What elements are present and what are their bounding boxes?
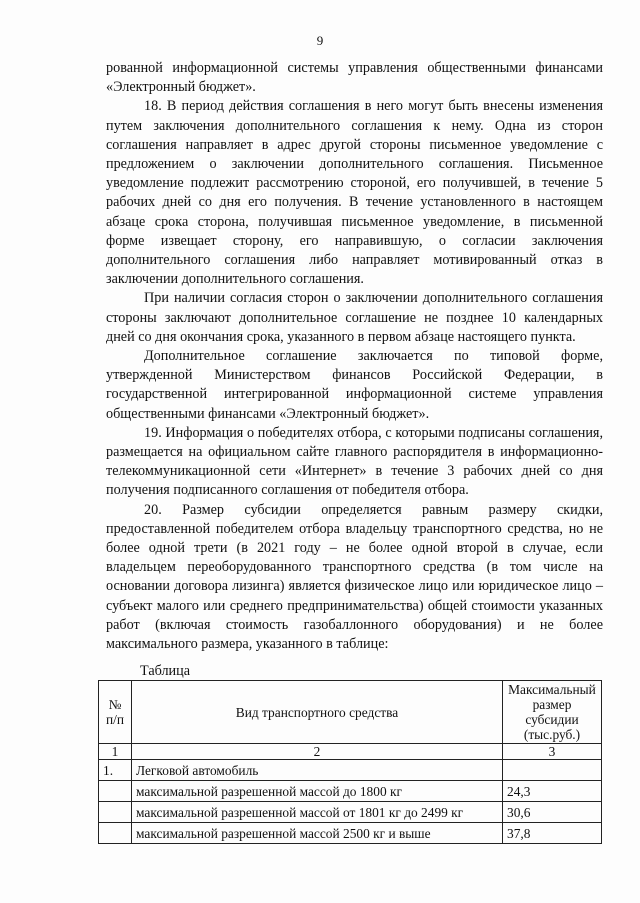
paragraph-agreement-consent: При наличии согласия сторон о заключении дополнительного соглашения стороны заключают дополнительное соглашение не позднее 10 календарных дней со дня окончания срока, указанного в первом абзаце настоящего пункта. [106, 290, 603, 345]
row-type: максимальной разрешенной массой до 1800 кг [132, 781, 503, 802]
index-cell: 2 [132, 744, 503, 760]
index-cell: 1 [99, 744, 132, 760]
table-row [99, 823, 602, 844]
row-type: максимальной разрешенной массой от 1801 кг до 2499 кг [132, 802, 503, 823]
body-text [106, 59, 603, 654]
row-num [99, 802, 132, 823]
paragraph-standard-form: Дополнительное соглашение заключается по типовой форме, утвержденной Министерством финансов Российской Федерации, в государственной интегрированной информационной системе управления общественными финансами «Электронный бюджет». [106, 348, 603, 422]
row-value: 24,3 [503, 781, 602, 802]
subsidy-table [98, 680, 602, 844]
row-value: 37,8 [503, 823, 602, 844]
page-number: 9 [316, 33, 324, 48]
paragraph-18: 18. В период действия соглашения в него могут быть внесены изменения путем заключения дополнительного соглашения к нему. Одна из сторон соглашения направляет в адрес другой стороны письменное уведомление с предложением о заключении дополнительного соглашения. Письменное уведомление подлежит рассмотрению стороной, его получившей, в течение 5 рабочих дней со дня его получения. В течение установленного в настоящем абзаце срока сторона, получившая письменное уведомление, в письменной форме извещает сторону, его направившую, о согласии заключения дополнительного соглашения либо направляет мотивированный отказ в заключении дополнительного соглашения. [106, 98, 603, 288]
table-header-row [99, 681, 602, 744]
paragraph-continuation: рованной информационной системы управления общественными финансами «Электронный бюджет». [106, 60, 603, 96]
table-row [99, 781, 602, 802]
table-row [99, 760, 602, 781]
row-type: максимальной разрешенной массой 2500 кг и выше [132, 823, 503, 844]
header-max-subsidy: Максимальный размер субсидии (тыс.руб.) [503, 681, 602, 744]
row-value [503, 760, 602, 781]
paragraph-19: 19. Информация о победителях отбора, с которыми подписаны соглашения, размещается на официальном сайте главного распорядителя в информационно-телекоммуникационной сети «Интернет» в течение 3 рабочих дней со дня получения подписанного соглашения от победителя отбора. [106, 424, 603, 499]
table-index-row [99, 744, 602, 760]
paragraph-20: 20. Размер субсидии определяется равным размеру скидки, предоставленной победителем отбора владельцу транспортного средства, но не более одной трети (в 2021 году – не более одной второй в случае, если владельцем переоборудованного транспортного средства (в том числе на основании договора лизинга) является физическое лицо или юридическое лицо – субъект малого или среднего предпринимательства) общей стоимости указанных работ (включая стоимость газобаллонного оборудования) и не более максимального размера, указанного в таблице: [106, 501, 603, 653]
row-num [99, 781, 132, 802]
row-value: 30,6 [503, 802, 602, 823]
table-caption: Таблица [140, 663, 191, 679]
row-num [99, 823, 132, 844]
header-vehicle-type: Вид транспортного средства [132, 681, 503, 744]
header-num: № п/п [99, 681, 132, 744]
index-cell: 3 [503, 744, 602, 760]
table-row [99, 802, 602, 823]
row-num: 1. [99, 760, 132, 781]
row-type: Легковой автомобиль [132, 760, 503, 781]
